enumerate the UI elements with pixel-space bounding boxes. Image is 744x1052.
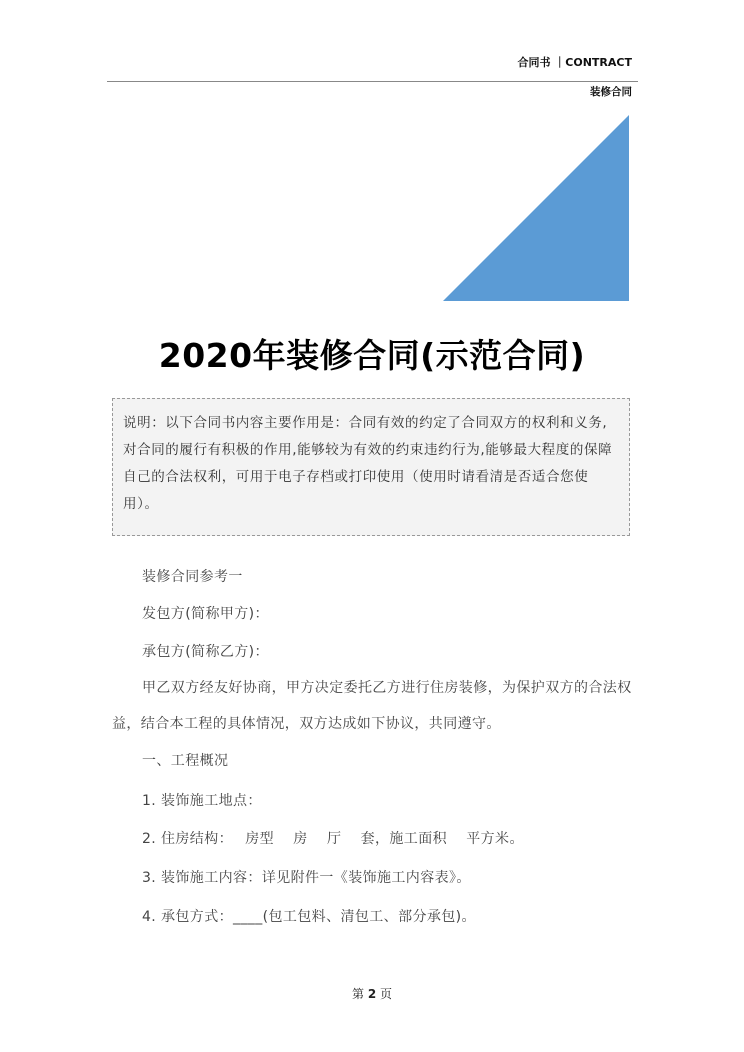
note-text: 说明：以下合同书内容主要作用是：合同有效的约定了合同双方的权利和义务,对合同的履行有积极的作用,能够较为有效的约束违约行为,能够最大程度的保障自己的合法权利，可用于电子存档或打印使用（使用时请看清是否适合您使用）。 (123, 415, 613, 512)
page-number (0, 985, 744, 1002)
item-location: 1. 装饰施工地点： (142, 793, 262, 809)
page-suffix: 页 (380, 987, 393, 1001)
section-heading-overview: 一、工程概况 (142, 753, 229, 769)
item-structure: 2. 住房结构： 房型 房 厅 套，施工面积 平方米。 (142, 831, 524, 847)
paragraph-party-a: 发包方(简称甲方)： (142, 606, 269, 622)
item-contract-mode: 4. 承包方式：____(包工包料、清包工、部分承包)。 (142, 909, 476, 925)
paragraph-reference-title: 装修合同参考一 (142, 569, 243, 585)
header-divider (107, 81, 638, 82)
paragraph-agreement: 甲乙双方经友好协商，甲方决定委托乙方进行住房装修，为保护双方的合法权益，结合本工程的具体情况，双方达成如下协议，共同遵守。 (112, 680, 632, 732)
document-title: 2020年装修合同(示范合同) (158, 336, 586, 375)
header-title: 合同书 ｜CONTRACT (517, 56, 632, 69)
paragraph-party-b: 承包方(简称乙方)： (142, 644, 269, 660)
item-content: 3. 装饰施工内容：详见附件一《装饰施工内容表》。 (142, 870, 471, 886)
note-box (112, 398, 630, 536)
page-prefix: 第 (351, 987, 364, 1001)
decorative-triangle (443, 115, 629, 301)
header-subtitle: 装修合同 (590, 86, 632, 98)
page-number-value: 2 (367, 987, 377, 1001)
